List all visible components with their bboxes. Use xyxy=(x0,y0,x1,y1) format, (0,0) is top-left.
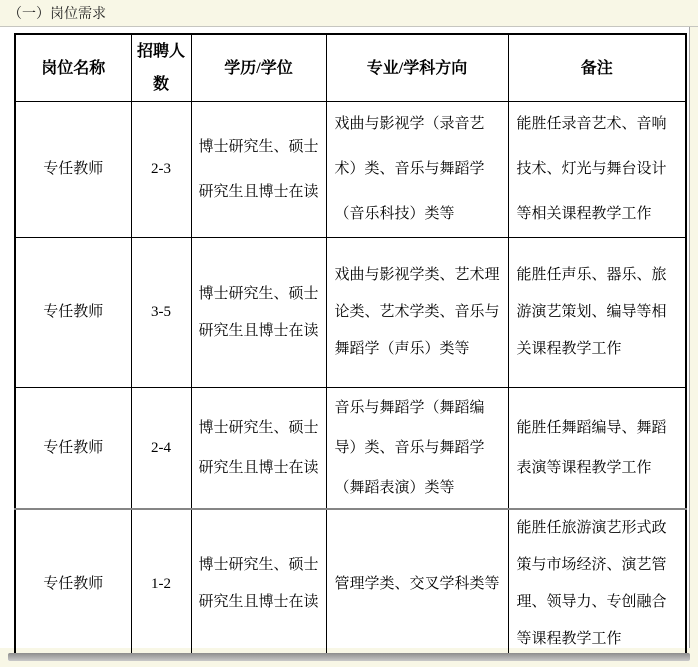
table-row xyxy=(15,102,686,238)
header-cell-position: 岗位名称 xyxy=(15,34,131,102)
cell-position: 专任教师 xyxy=(15,102,131,238)
cell-degree: 博士研究生、硕士研究生且博士在读 xyxy=(191,102,326,238)
cell-major: 音乐与舞蹈学（舞蹈编导）类、音乐与舞蹈学（舞蹈表演）类等 xyxy=(326,388,508,510)
content-panel xyxy=(0,27,690,648)
cell-position: 专任教师 xyxy=(15,509,131,659)
table-header-row xyxy=(15,34,686,102)
cell-degree: 博士研究生、硕士研究生且博士在读 xyxy=(191,509,326,659)
header-cell-note: 备注 xyxy=(508,34,686,102)
cell-major: 戏曲与影视学（录音艺术）类、音乐与舞蹈学（音乐科技）类等 xyxy=(326,102,508,238)
cell-degree: 博士研究生、硕士研究生且博士在读 xyxy=(191,388,326,510)
header-cell-degree: 学历/学位 xyxy=(191,34,326,102)
table-row xyxy=(15,509,686,659)
cell-major: 管理学类、交叉学科类等 xyxy=(326,509,508,659)
header-cell-major: 专业/学科方向 xyxy=(326,34,508,102)
cell-position: 专任教师 xyxy=(15,388,131,510)
cell-count: 3-5 xyxy=(131,238,191,388)
cell-position: 专任教师 xyxy=(15,238,131,388)
cell-major: 戏曲与影视学类、艺术理论类、艺术学类、音乐与舞蹈学（声乐）类等 xyxy=(326,238,508,388)
cell-note: 能胜任舞蹈编导、舞蹈表演等课程教学工作 xyxy=(508,388,686,510)
cell-note: 能胜任声乐、器乐、旅游演艺策划、编导等相关课程教学工作 xyxy=(508,238,686,388)
header-cell-count: 招聘人数 xyxy=(131,34,191,102)
cell-count: 2-3 xyxy=(131,102,191,238)
table-row xyxy=(15,388,686,510)
job-requirements-table xyxy=(14,33,687,660)
cell-count: 2-4 xyxy=(131,388,191,510)
cell-degree: 博士研究生、硕士研究生且博士在读 xyxy=(191,238,326,388)
table-row xyxy=(15,238,686,388)
cell-count: 1-2 xyxy=(131,509,191,659)
page-bottom-margin xyxy=(0,661,698,667)
section-title: （一）岗位需求 xyxy=(0,0,698,27)
cell-note: 能胜任旅游演艺形式政策与市场经济、演艺管理、领导力、专创融合等课程教学工作 xyxy=(508,509,686,659)
cell-note: 能胜任录音艺术、音响技术、灯光与舞台设计等相关课程教学工作 xyxy=(508,102,686,238)
